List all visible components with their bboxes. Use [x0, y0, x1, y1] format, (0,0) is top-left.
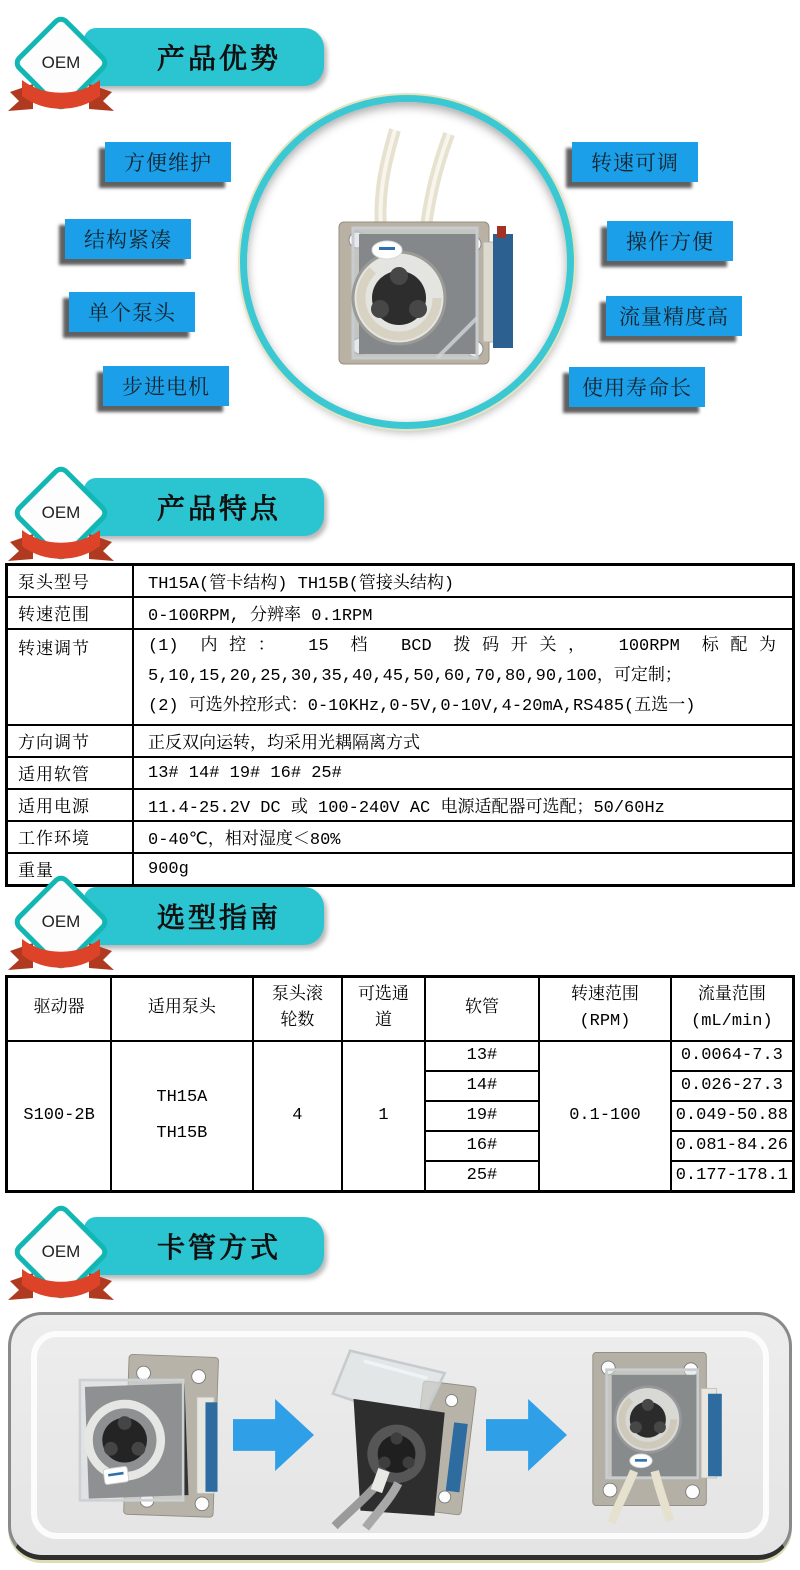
- table-row: [7, 597, 794, 629]
- cell-speed-range: 0.1-100: [539, 1041, 670, 1192]
- pump-photo-step-3: [567, 1337, 739, 1533]
- col-header-channels: 可选通 道: [342, 977, 425, 1041]
- table-row: [7, 629, 794, 725]
- clamping-steps-frame: [31, 1331, 769, 1539]
- table-header-row: [7, 977, 794, 1041]
- oem-diamond-ribbon-icon: [6, 1197, 116, 1315]
- spec-value: 0-40℃，相对湿度＜80%: [133, 821, 794, 853]
- cell-rollers: 4: [253, 1041, 343, 1192]
- spec-label: 转速调节: [7, 629, 134, 725]
- pump-product-photo: [240, 95, 574, 429]
- pump-illustration: [282, 122, 532, 402]
- section-title-bar: [84, 478, 324, 536]
- cell-tube: 13#: [425, 1041, 539, 1071]
- selection-table: [5, 975, 795, 1193]
- oem-diamond-ribbon-icon: [6, 8, 116, 126]
- spec-label: 工作环境: [7, 821, 134, 853]
- feature-label: [69, 292, 195, 332]
- spec-value: 正反双向运转，均采用光耦隔离方式: [133, 725, 794, 757]
- svg-text:OEM: OEM: [41, 912, 81, 931]
- table-row: [7, 1041, 794, 1071]
- feature-text: 使用寿命长: [582, 377, 692, 400]
- section-title: 产品优势: [156, 43, 281, 74]
- pump-step1-illustration: [61, 1339, 233, 1531]
- section-title-bar: [84, 28, 324, 86]
- cell-tube: 16#: [425, 1131, 539, 1161]
- col-header-tube: 软管: [425, 977, 539, 1041]
- spec-value-line: 5,10,15,20,25,30,35,40,45,50,60,70,80,90,100，可定制；: [148, 667, 682, 686]
- spec-value: TH15A(管卡结构) TH15B(管接头结构): [133, 565, 794, 598]
- cell-pump-head: TH15A TH15B: [111, 1041, 252, 1192]
- oem-badge: [6, 867, 116, 985]
- feature-text: 步进电机: [122, 376, 210, 399]
- col-header-flow: 流量范围 (mL/min): [671, 977, 794, 1041]
- col-header-speed: 转速范围 (RPM): [539, 977, 670, 1041]
- feature-label: [607, 221, 733, 261]
- spec-label: 方向调节: [7, 725, 134, 757]
- svg-text:OEM: OEM: [41, 1242, 81, 1261]
- cell-driver: S100-2B: [7, 1041, 112, 1192]
- section-title: 卡管方式: [156, 1232, 281, 1263]
- arrow-right-icon: [233, 1399, 314, 1471]
- feature-label: [572, 142, 698, 182]
- feature-text: 方便维护: [124, 152, 212, 175]
- cell-tube: 19#: [425, 1101, 539, 1131]
- section-title-bar: [84, 1217, 324, 1275]
- section-header-clamping: [0, 1197, 340, 1317]
- spec-value-line: (2) 可选外控形式：0-10KHz,0-5V,0-10V,4-20mA,RS485(五选一): [148, 697, 696, 716]
- spec-label: 适用软管: [7, 757, 134, 789]
- cell-channels: 1: [342, 1041, 425, 1192]
- feature-label: [105, 142, 231, 182]
- spec-value: [133, 629, 794, 725]
- section-title: 选型指南: [156, 902, 281, 933]
- cell-tube: 25#: [425, 1161, 539, 1192]
- pump-step2-illustration: [314, 1339, 486, 1531]
- cell-tube: 14#: [425, 1071, 539, 1101]
- feature-label: [103, 366, 229, 406]
- spec-value-line: (1) 内控： 15 档 BCD 拨码开关， 100RPM 标配为: [148, 637, 776, 656]
- oem-diamond-ribbon-icon: [6, 458, 116, 576]
- clamping-steps-panel: [8, 1312, 792, 1560]
- section-header-advantages: [0, 8, 340, 128]
- table-row: [7, 725, 794, 757]
- oem-badge: [6, 458, 116, 576]
- feature-label: [606, 296, 742, 336]
- spec-value: 0-100RPM, 分辨率 0.1RPM: [133, 597, 794, 629]
- oem-badge: [6, 8, 116, 126]
- col-header-rollers: 泵头滚 轮数: [253, 977, 343, 1041]
- feature-text: 操作方便: [626, 231, 714, 254]
- section-title: 产品特点: [156, 493, 281, 524]
- section-header-features: [0, 458, 340, 578]
- section-title-bar: [84, 887, 324, 945]
- pump-photo-step-2: [314, 1337, 486, 1533]
- table-row: [7, 565, 794, 598]
- section-header-selection: [0, 867, 340, 987]
- pump-step3-illustration: [567, 1339, 739, 1531]
- col-header-driver: 驱动器: [7, 977, 112, 1041]
- spec-label: 转速范围: [7, 597, 134, 629]
- feature-text: 结构紧凑: [84, 229, 172, 252]
- cell-flow-range: 0.026-27.3: [671, 1071, 794, 1101]
- spec-label: 泵头型号: [7, 565, 134, 598]
- arrow-right-icon: [486, 1399, 567, 1471]
- feature-label: [569, 367, 705, 407]
- table-row: [7, 821, 794, 853]
- spec-table: [5, 563, 795, 887]
- feature-label: [65, 219, 191, 259]
- oem-diamond-ribbon-icon: [6, 867, 116, 985]
- col-header-pump-head: 适用泵头: [111, 977, 252, 1041]
- pump-photo-step-1: [61, 1337, 233, 1533]
- feature-text: 单个泵头: [88, 302, 176, 325]
- spec-value: 11.4-25.2V DC 或 100-240V AC 电源适配器可选配；50/60Hz: [133, 789, 794, 821]
- cell-flow-range: 0.049-50.88: [671, 1101, 794, 1131]
- cell-flow-range: 0.081-84.26: [671, 1131, 794, 1161]
- feature-text: 流量精度高: [619, 306, 729, 329]
- spec-value: 900g: [133, 853, 794, 886]
- table-row: [7, 789, 794, 821]
- spec-label: 适用电源: [7, 789, 134, 821]
- feature-text: 转速可调: [591, 152, 679, 175]
- spec-label: 重量: [7, 853, 134, 886]
- svg-text:OEM: OEM: [41, 503, 81, 522]
- svg-text:OEM: OEM: [41, 53, 81, 72]
- spec-value: 13# 14# 19# 16# 25#: [133, 757, 794, 789]
- cell-flow-range: 0.0064-7.3: [671, 1041, 794, 1071]
- table-row: [7, 757, 794, 789]
- cell-flow-range: 0.177-178.1: [671, 1161, 794, 1192]
- oem-badge: [6, 1197, 116, 1315]
